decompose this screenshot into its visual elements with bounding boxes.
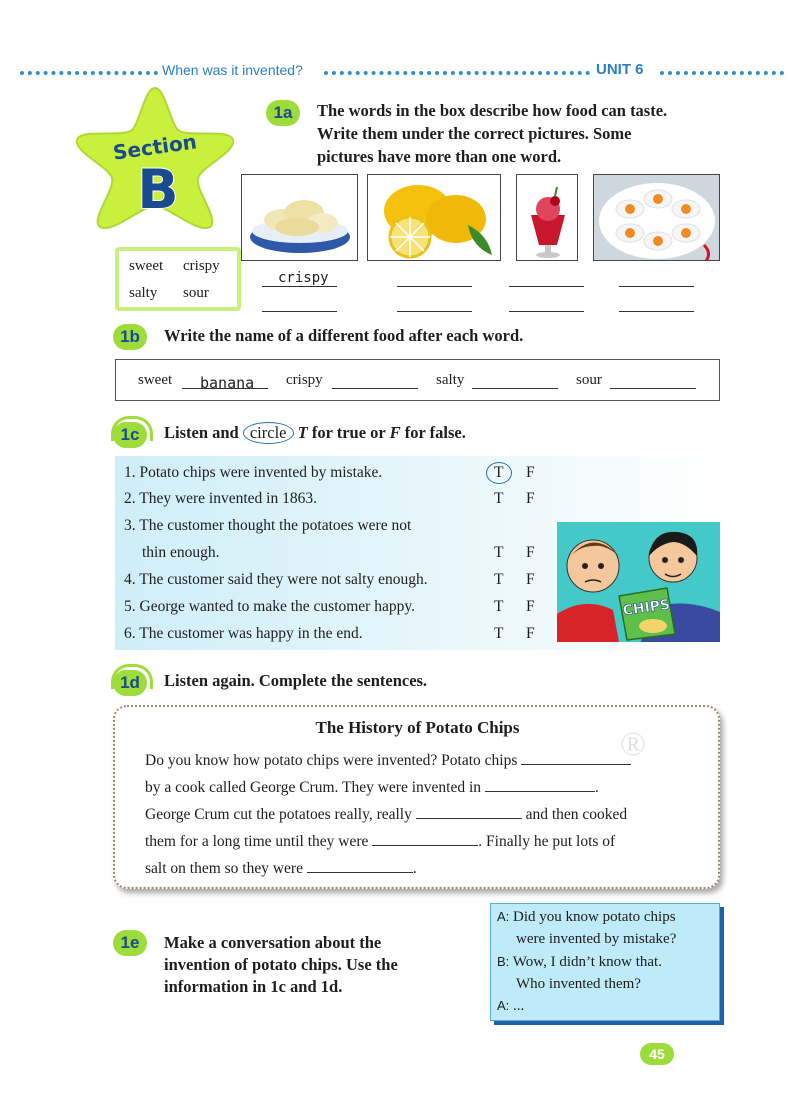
c-instr-t: T [297, 423, 308, 442]
section-b-badge [70, 82, 240, 232]
activity-1a-instruction-line-2: Write them under the correct pictures. Some [317, 124, 632, 143]
history-line-5-end: . [412, 860, 417, 877]
dialog-line-1 [497, 909, 676, 926]
history-line-4-end: . Finally he put lots of [478, 833, 616, 850]
b-word-crispy: crispy [286, 372, 323, 388]
history-blank-1[interactable] [521, 751, 631, 765]
picture-potato-chips [241, 174, 358, 261]
c-instr-post: for false. [404, 423, 466, 442]
word-salty: salty [129, 285, 158, 301]
blank-eggs-2[interactable] [619, 311, 694, 312]
header-dots-left [20, 71, 158, 75]
history-line-5 [145, 859, 417, 878]
history-line-2-end: . [594, 779, 599, 796]
boys-with-chips-illustration [557, 522, 720, 642]
c-statement-4: 4. The customer said they were not salty enough. [124, 571, 428, 588]
t-option-4[interactable]: T [494, 571, 504, 588]
activity-1e-badge: 1e [113, 930, 147, 956]
blank-lemons-1[interactable] [397, 286, 472, 287]
b-blank-crispy[interactable] [332, 388, 418, 389]
blank-chips-2[interactable] [262, 311, 337, 312]
blank-chips-1[interactable] [262, 286, 337, 287]
activity-1e-instruction-line-1: Make a conversation about the [164, 933, 382, 952]
header-dots-middle [324, 71, 590, 75]
dialog-speaker-a2: A: [497, 998, 510, 1013]
f-option-6[interactable]: F [526, 625, 535, 642]
history-blank-2[interactable] [485, 778, 595, 792]
word-crispy: crispy [183, 258, 220, 274]
c-instr-circle: circle [243, 422, 294, 444]
history-line-4-text: them for a long time until they were [145, 833, 369, 850]
history-line-3 [145, 805, 627, 824]
history-line-4 [145, 832, 615, 851]
f-option-1[interactable]: F [526, 464, 535, 481]
page-number: 45 [640, 1043, 674, 1065]
dialog-line-4 [516, 976, 641, 993]
activity-1d-badge: 1d [113, 670, 147, 696]
b-blank-salty[interactable] [472, 388, 558, 389]
dialog-speaker-a: A: [497, 909, 510, 924]
word-sour: sour [183, 285, 209, 301]
chips-bag-label: CHIPS [621, 596, 672, 620]
word-sweet: sweet [129, 258, 164, 274]
blank-lemons-2[interactable] [397, 311, 472, 312]
c-instr-pre: Listen and [164, 423, 239, 442]
header-dots-right [660, 71, 784, 75]
dialog-line-2 [516, 931, 676, 948]
header-title: When was it invented? [162, 62, 303, 78]
history-title: The History of Potato Chips [315, 718, 520, 737]
dialog-line-3 [497, 954, 662, 971]
b-word-sweet: sweet [138, 372, 173, 388]
history-line-5-text: salt on them so they were [145, 860, 303, 877]
f-option-3[interactable]: F [526, 544, 535, 561]
c-statement-3: 3. The customer thought the potatoes were not [124, 517, 412, 534]
t-option-6[interactable]: T [494, 625, 504, 642]
history-line-1-text: Do you know how potato chips were invented? Potato chips [145, 752, 518, 769]
activity-1b-badge: 1b [113, 324, 147, 350]
activity-1e-instruction-line-3: information in 1c and 1d. [164, 977, 343, 996]
b-blank-sour[interactable] [610, 388, 696, 389]
activity-1a-badge: 1a [266, 100, 300, 126]
header-unit: UNIT 6 [596, 61, 644, 78]
f-option-4[interactable]: F [526, 571, 535, 588]
dialog-line-5 [497, 998, 524, 1015]
blank-icecream-2[interactable] [509, 311, 584, 312]
t-option-3[interactable]: T [494, 544, 504, 561]
c-statement-5: 5. George wanted to make the customer happy. [124, 598, 415, 615]
activity-1d-instruction: Listen again. Complete the sentences. [164, 671, 428, 690]
section-letter: B [137, 158, 179, 221]
history-line-2 [145, 778, 599, 797]
c-statement-6: 6. The customer was happy in the end. [124, 625, 363, 642]
t-option-5[interactable]: T [494, 598, 504, 615]
history-blank-3[interactable] [416, 805, 522, 819]
c-statement-2: 2. They were invented in 1863. [124, 490, 317, 507]
activity-1a-instruction-line-1: The words in the box describe how food can taste. [317, 101, 668, 120]
picture-ice-cream [516, 174, 578, 261]
blank-icecream-1[interactable] [509, 286, 584, 287]
history-line-1 [145, 751, 631, 770]
c-instr-mid: for true or [311, 423, 386, 442]
history-line-3-end: and then cooked [525, 806, 628, 823]
t-option-1[interactable]: T [494, 464, 504, 481]
picture-salted-eggs [593, 174, 720, 261]
b-word-salty: salty [436, 372, 465, 388]
history-blank-4[interactable] [372, 832, 478, 846]
b-word-sour: sour [576, 372, 602, 388]
t-option-2[interactable]: T [494, 490, 504, 507]
f-option-2[interactable]: F [526, 490, 535, 507]
activity-1c-instruction [164, 422, 466, 444]
dialog-text-1: Did you know potato chips [513, 909, 676, 925]
dialog-text-5: ... [513, 998, 525, 1014]
activity-1b-instruction: Write the name of a different food after each word. [164, 326, 524, 345]
section-word: Section [111, 129, 199, 165]
history-line-3-text: George Crum cut the potatoes really, really [145, 806, 412, 823]
answer-crispy: crispy [278, 270, 329, 286]
b-answer-sweet: banana [200, 374, 255, 392]
dialog-text-2: were invented by mistake? [516, 931, 677, 947]
c-statement-3-cont: thin enough. [142, 544, 220, 561]
blank-eggs-1[interactable] [619, 286, 694, 287]
f-option-5[interactable]: F [526, 598, 535, 615]
activity-1c-badge: 1c [113, 422, 147, 448]
history-blank-5[interactable] [307, 859, 413, 873]
activity-1e-instruction-line-2: invention of potato chips. Use the [164, 955, 398, 974]
history-line-2-text: by a cook called George Crum. They were invented in [145, 779, 482, 796]
picture-lemons [367, 174, 501, 261]
activity-1a-instruction-line-3: pictures have more than one word. [317, 147, 562, 166]
dialog-text-3: Wow, I didn’t know that. [512, 954, 662, 970]
c-statement-1: 1. Potato chips were invented by mistake. [124, 464, 383, 481]
dialog-text-4: Who invented them? [516, 976, 641, 992]
dialog-speaker-b: B: [497, 954, 510, 969]
c-instr-f: F [389, 423, 401, 442]
watermark-symbol: ® [620, 726, 646, 763]
b-blank-sweet[interactable] [182, 388, 268, 389]
